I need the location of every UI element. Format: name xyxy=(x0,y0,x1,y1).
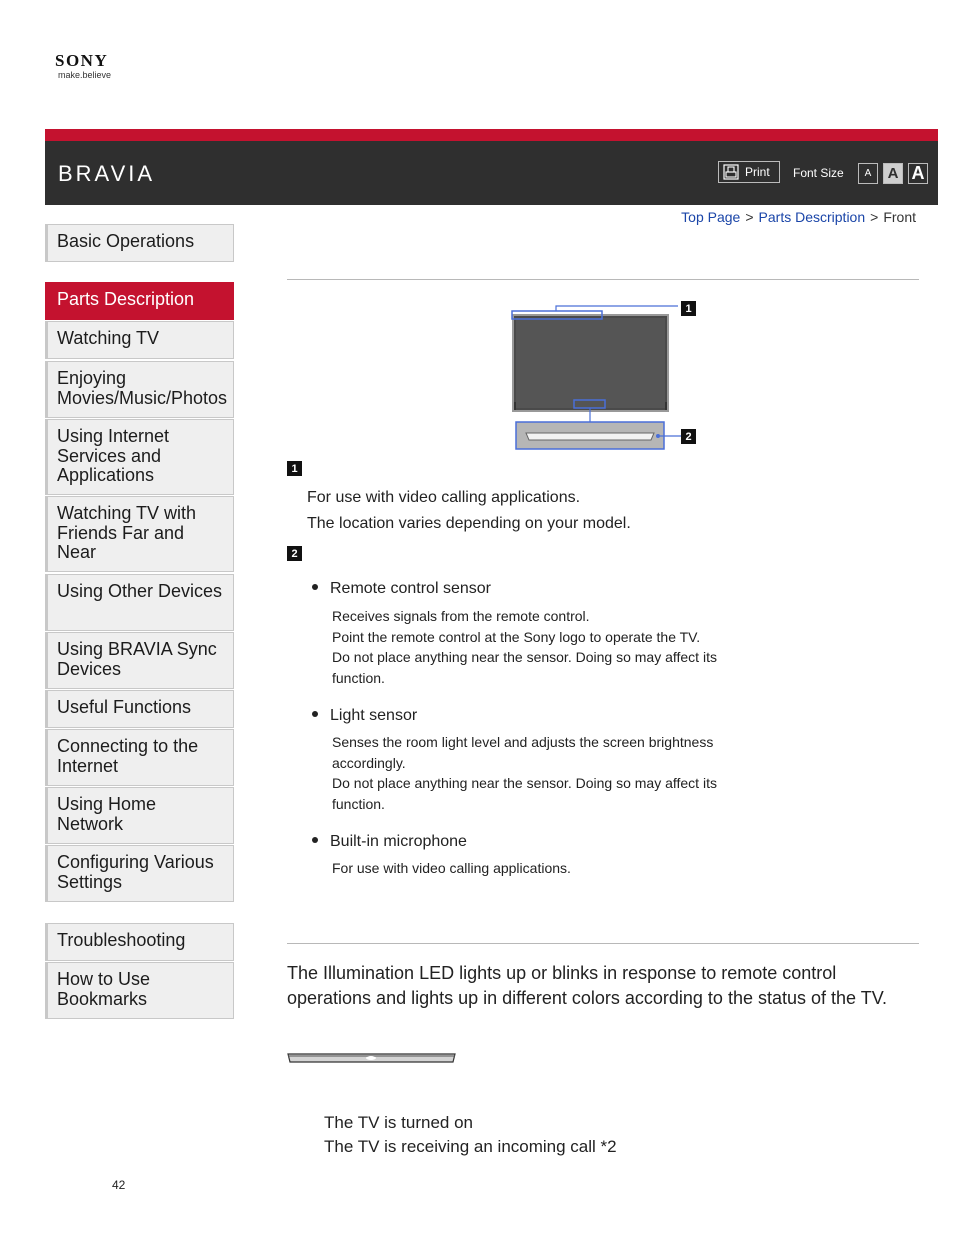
breadcrumb-parts-description[interactable]: Parts Description xyxy=(758,209,866,225)
font-size-medium-button[interactable]: A xyxy=(883,163,903,184)
page-number: 42 xyxy=(112,1178,126,1192)
print-button[interactable] xyxy=(718,161,780,183)
sidebar-item-troubleshooting[interactable]: Troubleshooting xyxy=(45,923,234,961)
section-divider xyxy=(287,943,919,944)
sony-tagline: make.believe xyxy=(58,70,112,80)
bullet-description xyxy=(332,732,772,814)
sidebar-item-enjoying-media[interactable]: Enjoying Movies/Music/Photos xyxy=(45,361,234,418)
sidebar-item-basic-operations[interactable]: Basic Operations xyxy=(45,224,234,262)
bullet-desc-line: Do not place anything near the sensor. Doing so may affect its function. xyxy=(332,649,717,686)
font-size-large-button[interactable]: A xyxy=(908,163,928,184)
product-logo: BRAVIA xyxy=(58,161,156,186)
sidebar-item-bravia-sync[interactable]: Using BRAVIA Sync Devices xyxy=(45,632,234,689)
breadcrumb-separator: > xyxy=(870,209,879,225)
breadcrumb-separator: > xyxy=(745,209,754,225)
bullet-item xyxy=(312,707,417,725)
sony-logo xyxy=(55,52,111,80)
bullet-item xyxy=(312,833,467,851)
tv-illustration xyxy=(508,300,698,452)
bullet-title: Built-in microphone xyxy=(330,833,467,850)
sidebar-item-parts-description[interactable]: Parts Description xyxy=(45,282,234,320)
diagram-callout-1: 1 xyxy=(681,301,696,316)
print-icon xyxy=(723,164,739,180)
status-line: The TV is receiving an incoming call *2 xyxy=(324,1137,617,1156)
bullet-item xyxy=(312,580,491,598)
diagram-callout-2: 2 xyxy=(681,429,696,444)
led-strip-illustration xyxy=(287,1052,457,1070)
sidebar-item-home-network[interactable]: Using Home Network xyxy=(45,787,234,844)
bullet-dot xyxy=(312,837,318,843)
bullet-desc-line: Senses the room light level and adjusts the screen brightness accordingly. xyxy=(332,734,714,771)
section1-line: For use with video calling applications. xyxy=(307,489,581,506)
breadcrumb-current: Front xyxy=(883,209,916,225)
sidebar-item-watching-tv[interactable]: Watching TV xyxy=(45,321,234,359)
breadcrumb-top-page[interactable]: Top Page xyxy=(681,209,741,225)
tv-front-diagram xyxy=(508,300,698,457)
section1-line: The location varies depending on your model. xyxy=(307,515,631,532)
bullet-title: Remote control sensor xyxy=(330,580,491,597)
breadcrumb xyxy=(681,209,916,225)
sony-wordmark: SONY xyxy=(55,51,109,70)
font-size-label: Font Size xyxy=(793,166,844,180)
header-bar xyxy=(45,141,938,205)
print-label: Print xyxy=(745,165,770,179)
bullet-description xyxy=(332,606,772,688)
section-divider xyxy=(287,279,919,280)
bullet-desc-line: Do not place anything near the sensor. Doing so may affect its function. xyxy=(332,775,717,812)
bullet-description xyxy=(332,858,772,879)
status-line: The TV is turned on xyxy=(324,1113,473,1132)
sidebar-item-internet-services[interactable]: Using Internet Services and Applications xyxy=(45,419,234,495)
bullet-dot xyxy=(312,584,318,590)
sidebar-item-friends-far-near[interactable]: Watching TV with Friends Far and Near xyxy=(45,496,234,572)
sidebar-item-other-devices[interactable]: Using Other Devices xyxy=(45,574,234,631)
sidebar-item-configuring-settings[interactable]: Configuring Various Settings xyxy=(45,845,234,902)
bullet-dot xyxy=(312,711,318,717)
bullet-desc-line: For use with video calling applications. xyxy=(332,860,571,876)
led-bar-graphic xyxy=(287,1053,457,1065)
font-size-small-button[interactable]: A xyxy=(858,163,878,184)
section-badge-2: 2 xyxy=(287,546,302,561)
sidebar-item-connecting-internet[interactable]: Connecting to the Internet xyxy=(45,729,234,786)
sidebar-item-useful-functions[interactable]: Useful Functions xyxy=(45,690,234,728)
bullet-title: Light sensor xyxy=(330,707,418,724)
illumination-description: The Illumination LED lights up or blinks in response to remote control operations and lights up in different colors according to the status of the TV. xyxy=(287,963,888,1008)
bullet-desc-line: Point the remote control at the Sony logo to operate the TV. xyxy=(332,628,701,645)
sidebar-item-bookmarks[interactable]: How to Use Bookmarks xyxy=(45,962,234,1019)
bullet-desc-line: Receives signals from the remote control. xyxy=(332,608,590,624)
section-badge-1: 1 xyxy=(287,461,302,476)
header-accent-bar xyxy=(45,129,938,141)
